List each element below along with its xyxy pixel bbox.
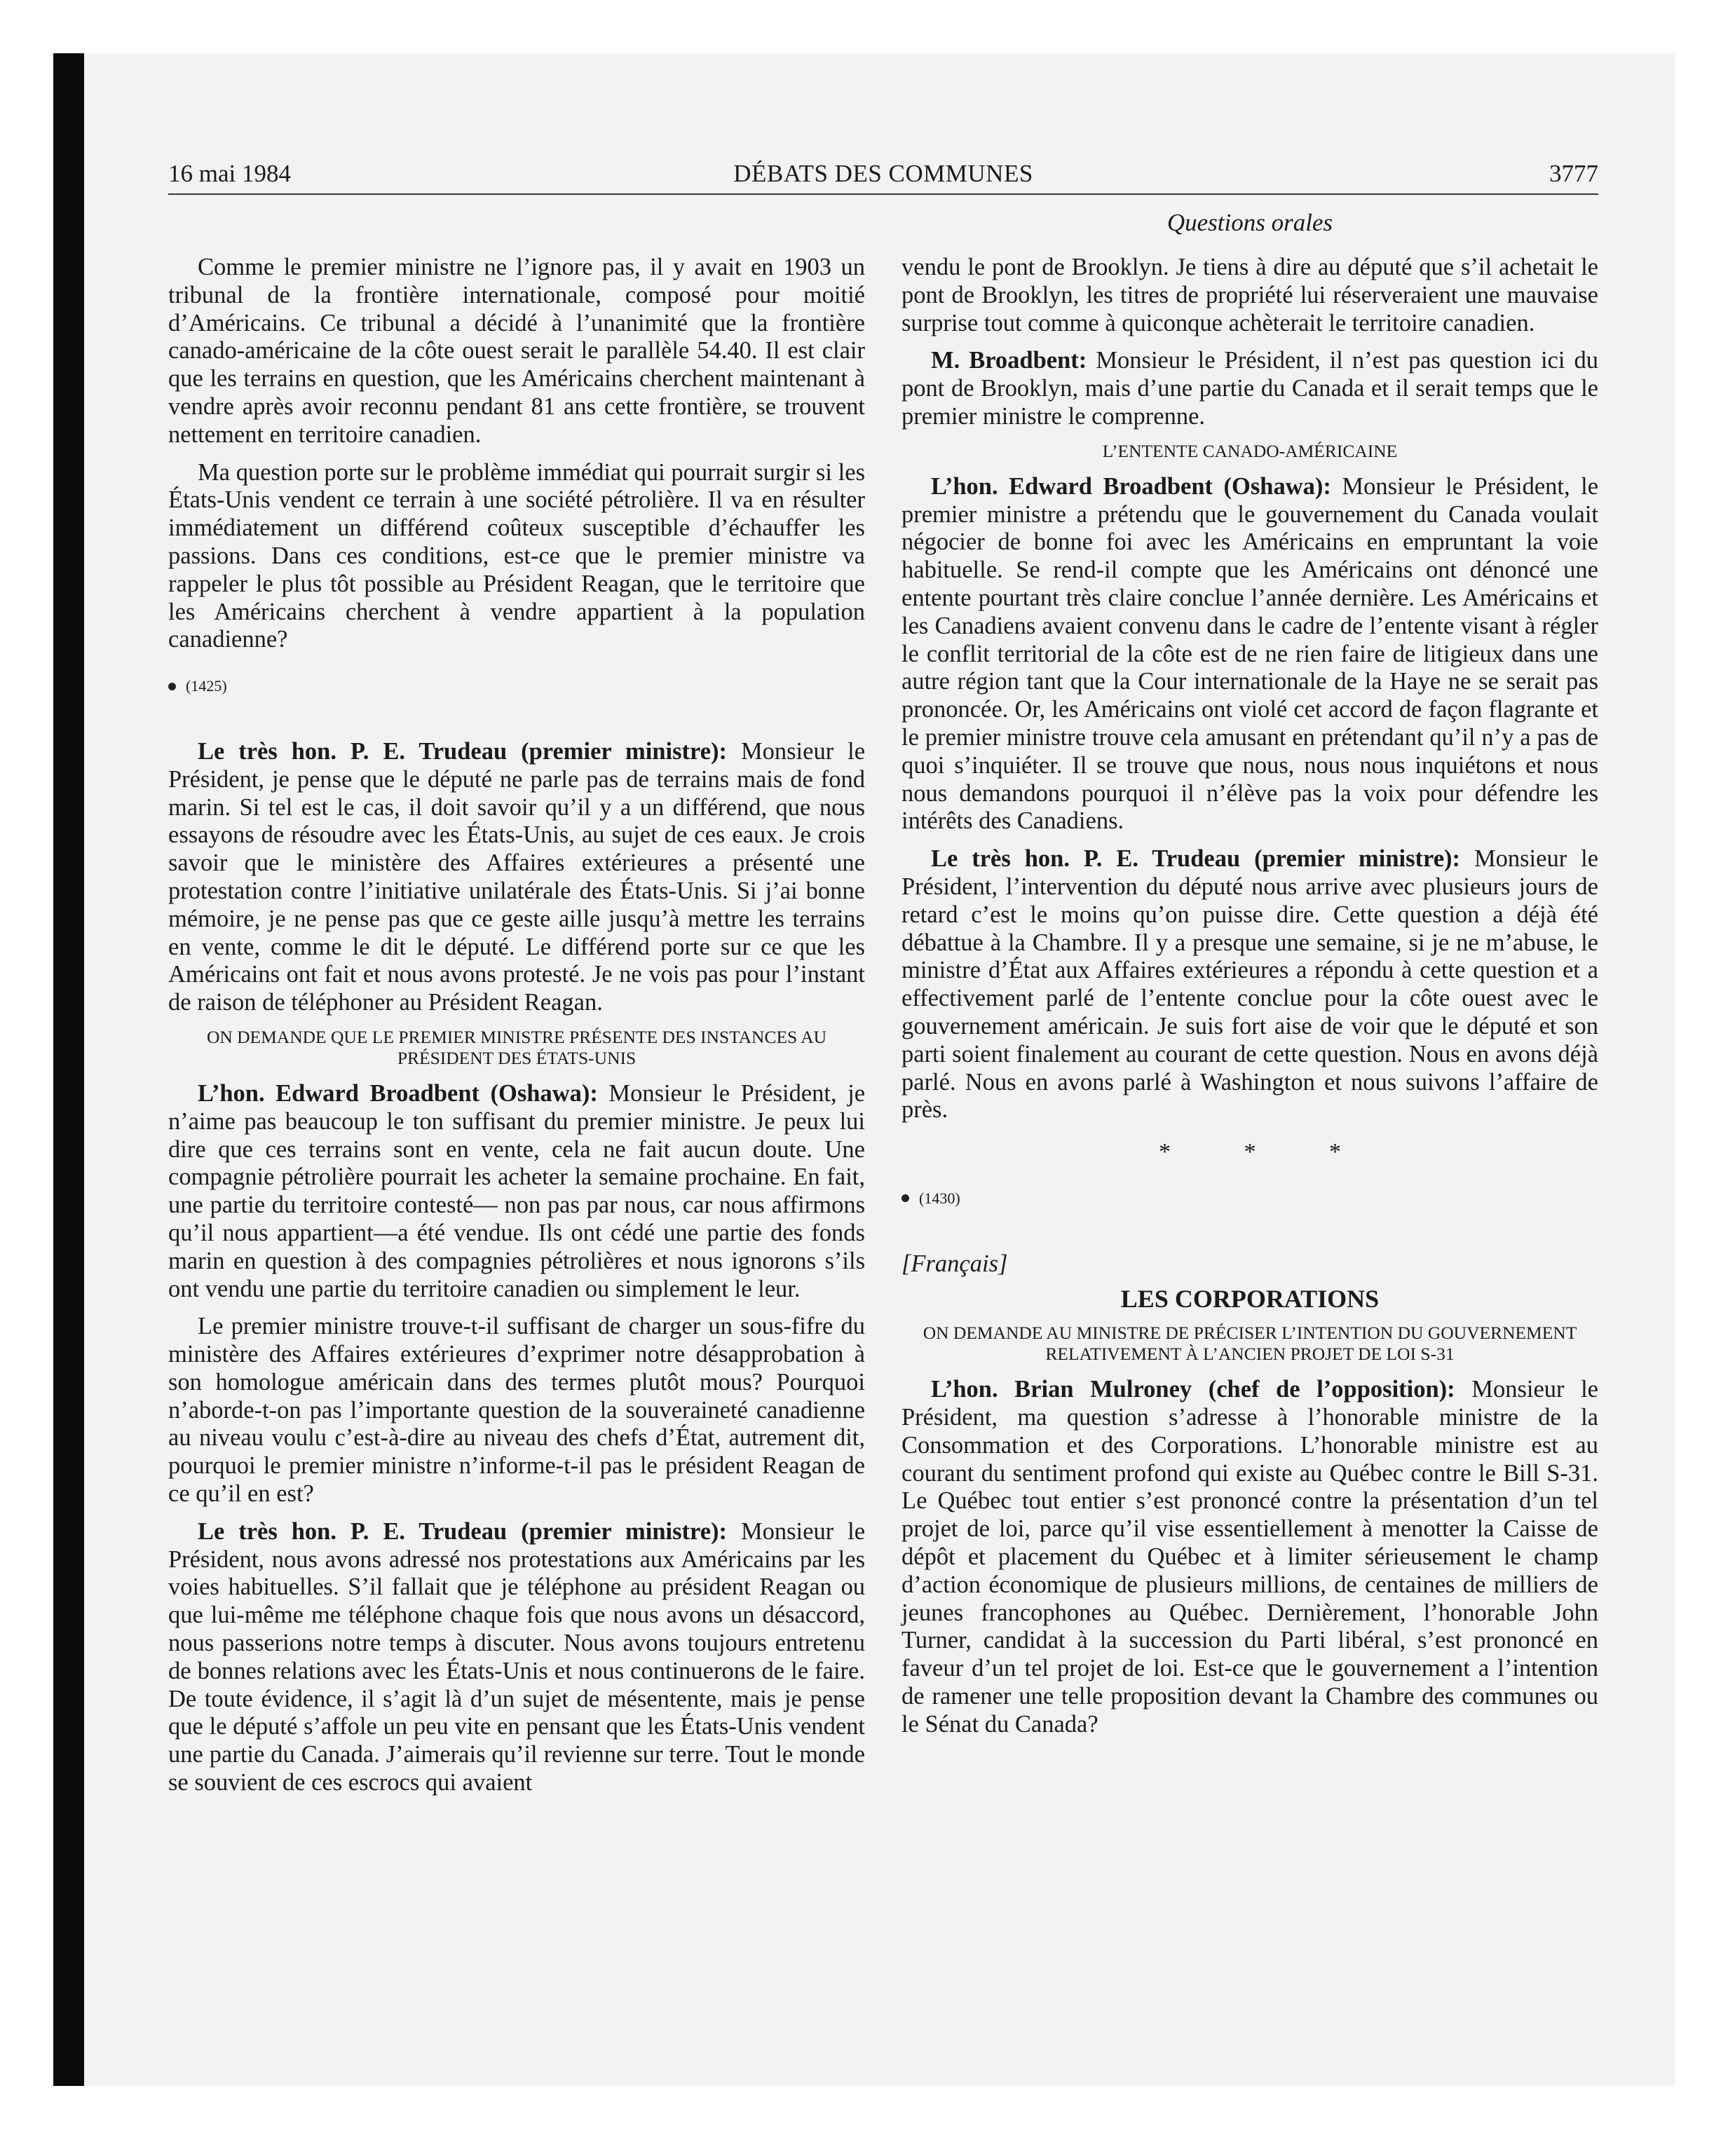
paragraph <box>901 1376 1598 1738</box>
header-rule <box>168 193 1598 195</box>
paragraph <box>901 845 1598 1124</box>
paragraph <box>901 347 1598 430</box>
bullet-icon <box>168 683 176 690</box>
section-label: Questions orales <box>1166 209 1333 236</box>
section-heading: LES CORPORATIONS <box>1120 1284 1380 1313</box>
speaker-name: Le très hon. P. E. Trudeau (premier ministre): <box>198 737 728 765</box>
speech-text: Monsieur le Président, le premier ministre a prétendu que le gouvernement du Canada voulait négocier de bonne foi avec les Américains en empruntant la voie habituelle. Se rend-il compte que les Américains ont dénoncé une entente pourtant très claire conclue l’année dernière. Les Américains et les Canadiens avaient convenu dans le cadre de l’entente visant à régler le conflit territorial de la côte est de ne rien faire de litigieux dans une autre région tant que la Cour internationale de la Haye ne se serait pas prononcée. Or, les Américains ont violé cet accord de façon flagrante et le premier ministre trouve cela amusant en prétendant qu’il n’y a pas de quoi s’inquiéter. Il se trouve que nous, nous nous inquiétons et nous nous demandons pourquoi il n’élève pas la voix pour défendre les intérêts des Canadiens. <box>901 472 1599 835</box>
bullet-icon <box>901 1194 909 1202</box>
left-column <box>168 254 865 1807</box>
right-column <box>901 254 1598 1749</box>
timestamp-text: (1425) <box>186 677 227 695</box>
timestamp <box>168 672 865 700</box>
speaker-name: Le très hon. P. E. Trudeau (premier ministre): <box>931 845 1461 873</box>
timestamp-text: (1430) <box>919 1189 960 1207</box>
language-marker: [Français] <box>901 1250 1008 1277</box>
subheading: ON DEMANDE QUE LE PREMIER MINISTRE PRÉSENTE DES INSTANCES AU PRÉSIDENT DES ÉTATS-UNIS <box>206 1026 827 1068</box>
scan-border <box>53 53 84 2086</box>
header-title: DÉBATS DES COMMUNES <box>733 160 1033 187</box>
subheading: L’ENTENTE CANADO-AMÉRICAINE <box>1102 440 1398 461</box>
speech-text: Monsieur le Président, ma question s’adresse à l’honorable ministre de la Consommation et des Corporations. L’honorable ministre est au courant du sentiment profond qui existe au Québec contre le Bill S-31. Le Québec tout entier s’est prononcé contre la présentation d’un tel projet de loi, parce qu’il vise essentiellement à menotter la Caisse de dépôt et placement du Québec et à limiter sérieusement le champ d’action économique de plusieurs millions, de centaines de milliers de jeunes francophones au Québec. Dernièrement, l’honorable John Turner, candidat à la succession du Parti libéral, s’est prononcé en faveur d’un tel projet de loi. Est-ce que le gouvernement a l’intention de ramener une telle proposition devant la Chambre des communes ou le Sénat du Canada? <box>901 1376 1598 1738</box>
header-date: 16 mai 1984 <box>168 160 291 187</box>
timestamp <box>901 1185 1598 1213</box>
subheading: ON DEMANDE AU MINISTRE DE PRÉCISER L’INTENTION DU GOUVERNEMENT RELATIVEMENT À L’ANCIEN PROJET DE LOI S-31 <box>923 1323 1577 1365</box>
section-separator: * * * <box>1159 1139 1375 1166</box>
speech-text: Monsieur le Président, l’intervention du député nous arrive avec plusieurs jours de retard c’est le moins qu’on puisse dire. Cette question a déjà été débattue à la Chambre. Il y a presque une semaine, si je ne m’abuse, le ministre d’État aux Affaires extérieures a répondu à cette question et a effectivement parlé de l’entente conclue pour la côte ouest avec le gouvernement américain. Je suis fort aise de voir que le député et son parti soient finalement au courant de cette question. Nous en avons déjà parlé. Nous en avons parlé à Washington et nous suivons l’affaire de près. <box>901 845 1599 1124</box>
speaker-name: L’hon. Edward Broadbent (Oshawa): <box>198 1079 598 1107</box>
speech-text: Monsieur le Président, il n’est pas question ici du pont de Brooklyn, mais d’une partie du Canada et il serait temps que le premier ministre le comprenne. <box>901 347 1598 430</box>
page-number: 3777 <box>1549 160 1598 187</box>
speaker-name: M. Broadbent: <box>931 347 1087 374</box>
paragraph: Comme le premier ministre ne l’ignore pas, il y avait en 1903 un tribunal de la frontière internationale, composé pour moitié d’Américains. Ce tribunal a décidé à l’unanimité que la frontière canado-américaine de la côte ouest serait le parallèle 54.40. Il est clair que les terrains en question, que les Américains cherchent maintenant à vendre après avoir reconnu pendant 81 ans cette frontière, se trouvent nettement en territoire canadien. <box>168 254 865 448</box>
paragraph: Ma question porte sur le problème immédiat qui pourrait surgir si les États-Unis vendent ce terrain à une société pétrolière. Il va en résulter immédiatement un différend coûteux susceptible d’échauffer les passions. Dans ces conditions, est-ce que le premier ministre va rappeler le plus tôt possible au Président Reagan, que le territoire que les Américains cherchent à vendre appartient à la population canadienne? <box>168 458 865 653</box>
page-header <box>168 160 1598 196</box>
speaker-name: L’hon. Edward Broadbent (Oshawa): <box>931 472 1331 500</box>
paragraph <box>168 738 865 1017</box>
paragraph: Le premier ministre trouve-t-il suffisant de charger un sous-fifre du ministère des Affaires extérieures d’exprimer notre désapprobation à son homologue américain dans des termes plutôt mous? Pourquoi n’aborde-t-on pas l’importante question de la souveraineté canadienne au niveau voulu c’est-à-dire au niveau des chefs d’État, autrement dit, pourquoi le premier ministre n’informe-t-il pas le président Reagan de ce qu’il en est? <box>168 1313 865 1508</box>
speech-text: Monsieur le Président, je pense que le député ne parle pas de terrains mais de fond marin. Si tel est le cas, il doit savoir qu’il y a un différend, que nous essayons de résoudre avec les États-Unis, au sujet de ces eaux. Je crois savoir que le ministère des Affaires extérieures a présenté une protestation contre l’initiative unilatérale des États-Unis. Si j’ai bonne mémoire, je ne pense pas que ce geste aille jusqu’à mettre les terrains en vente, comme le dit le député. Le différend porte sur ce que les Américains ont fait et nous avons protesté. Je ne vois pas pour l’instant de raison de téléphoner au Président Reagan. <box>168 737 866 1016</box>
speech-text: Monsieur le Président, je n’aime pas beaucoup le ton suffisant du premier ministre. Je peux lui dire que ces terrains sont en vente, cela ne fait aucun doute. Une compagnie pétrolière pourrait les acheter la semaine prochaine. En fait, une partie du territoire contesté— non pas par nous, car nous affirmons qu’il nous appartient—a été vendue. Ils ont cédé une partie des fonds marin en question à des compagnies pétrolières et nous ignorons s’ils ont vendu une partie du territoire canadien ou simplement le leur. <box>168 1079 866 1302</box>
paragraph <box>901 473 1598 835</box>
paragraph: vendu le pont de Brooklyn. Je tiens à dire au député que s’il achetait le pont de Brooklyn, les titres de propriété lui réserveraient une mauvaise surprise tout comme à quiconque achèterait le territoire canadien. <box>901 254 1598 336</box>
paragraph <box>168 1518 865 1797</box>
speaker-name: Le très hon. P. E. Trudeau (premier ministre): <box>198 1517 728 1545</box>
speaker-name: L’hon. Brian Mulroney (chef de l’opposition): <box>931 1376 1455 1403</box>
speech-text: Monsieur le Président, nous avons adressé nos protestations aux Américains par les voies habituelles. S’il fallait que je téléphone au président Reagan ou que lui-même me téléphone chaque fois que nous avons un désaccord, nous passerions notre temps à discuter. Nous avons toujours entretenu de bonnes relations avec les États-Unis et nous continuerons de le faire. De toute évidence, il s’agit là d’un sujet de mésentente, mais je pense que le député s’affole un peu vite en pensant que les États-Unis vendent une partie du Canada. J’aimerais qu’il revienne sur terre. Tout le monde se souvient de ces escrocs qui avaient <box>168 1517 866 1796</box>
paragraph <box>168 1080 865 1303</box>
